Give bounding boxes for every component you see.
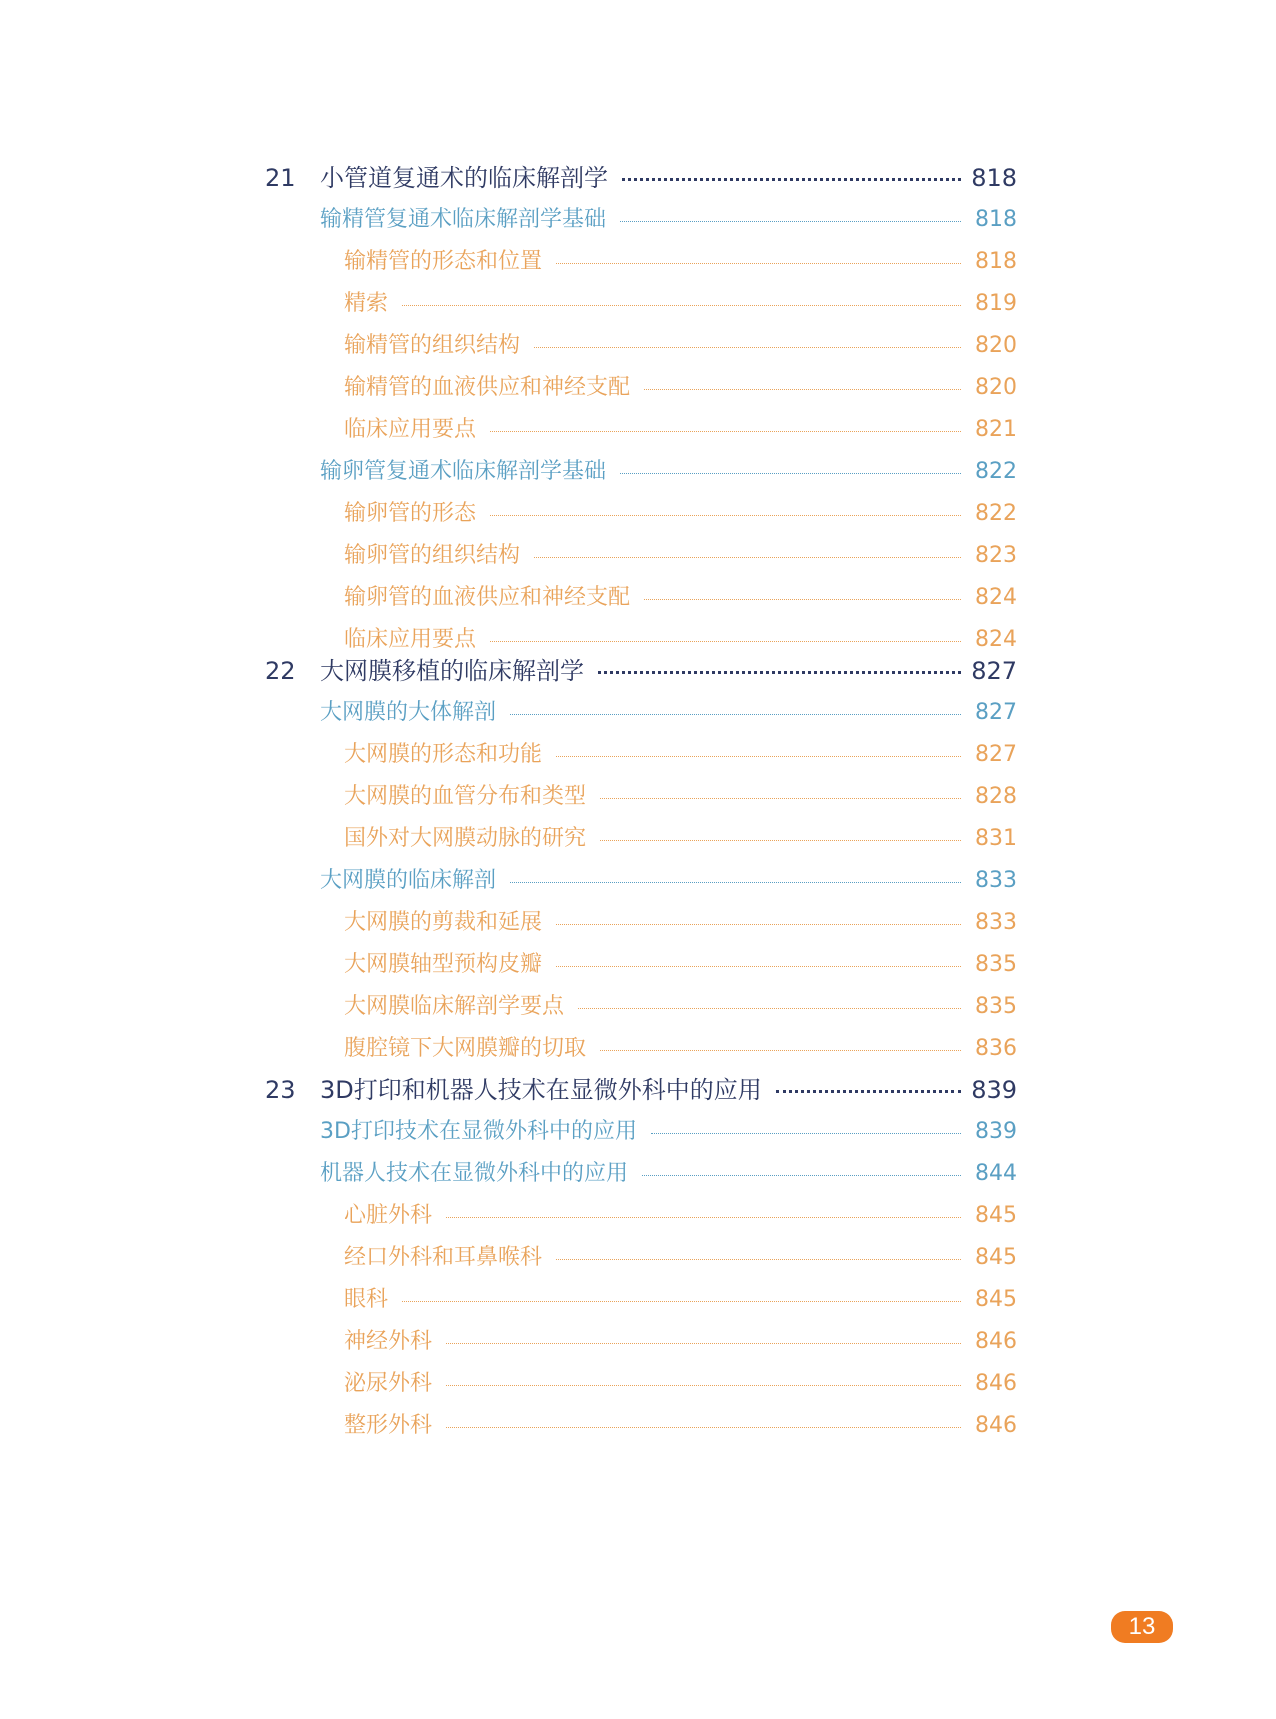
dot-leader	[510, 861, 961, 901]
subsection-page-number: 820	[975, 333, 1017, 358]
dot-leader	[490, 494, 961, 534]
subsection-title: 临床应用要点	[344, 627, 477, 652]
page-number-badge: 13	[1111, 1611, 1173, 1643]
subsection-line	[344, 494, 1017, 534]
subsection-line	[344, 578, 1017, 618]
subsection-page-number: 846	[975, 1371, 1017, 1396]
subsection-page-number: 821	[975, 417, 1017, 442]
dot-leader	[642, 1154, 961, 1194]
subsection-page-number: 828	[975, 784, 1017, 809]
section-title: 机器人技术在显微外科中的应用	[320, 1161, 629, 1186]
subsection-title: 神经外科	[344, 1329, 433, 1354]
subsection-line	[344, 945, 1017, 985]
dot-leader	[600, 1029, 961, 1069]
dot-leader	[534, 536, 961, 576]
chapter-number: 22	[265, 657, 296, 685]
toc-subsection-entry[interactable]	[0, 735, 1276, 775]
dot-leader	[446, 1406, 961, 1446]
subsection-title: 国外对大网膜动脉的研究	[344, 826, 587, 851]
toc-subsection-entry[interactable]	[0, 987, 1276, 1027]
dot-leader	[620, 452, 961, 492]
subsection-line	[344, 242, 1017, 282]
subsection-page-number: 818	[975, 249, 1017, 274]
toc-subsection-entry[interactable]	[0, 536, 1276, 576]
subsection-line	[344, 1406, 1017, 1446]
chapter-number: 21	[265, 164, 296, 192]
toc-subsection-entry[interactable]	[0, 1406, 1276, 1446]
subsection-title: 经口外科和耳鼻喉科	[344, 1245, 543, 1270]
section-title: 3D打印技术在显微外科中的应用	[320, 1119, 637, 1144]
chapter-line	[320, 1070, 1017, 1110]
subsection-line	[344, 326, 1017, 366]
subsection-line	[344, 819, 1017, 859]
dot-leader	[446, 1196, 961, 1236]
toc-subsection-entry[interactable]	[0, 242, 1276, 282]
toc-section-entry[interactable]	[0, 1112, 1276, 1152]
dot-leader	[622, 158, 961, 198]
subsection-line	[344, 1280, 1017, 1320]
dot-leader	[651, 1112, 961, 1152]
subsection-title: 输卵管的形态	[344, 501, 477, 526]
subsection-title: 输卵管的组织结构	[344, 543, 521, 568]
toc-subsection-entry[interactable]	[0, 1196, 1276, 1236]
dot-leader	[644, 368, 961, 408]
toc-subsection-entry[interactable]	[0, 326, 1276, 366]
subsection-line	[344, 368, 1017, 408]
section-page-number: 818	[975, 207, 1017, 232]
subsection-title: 输精管的血液供应和神经支配	[344, 375, 631, 400]
chapter-line	[320, 158, 1017, 198]
subsection-page-number: 835	[975, 952, 1017, 977]
section-title: 大网膜的临床解剖	[320, 868, 497, 893]
section-line	[320, 1112, 1017, 1152]
subsection-line	[344, 410, 1017, 450]
toc-section-entry[interactable]	[0, 452, 1276, 492]
toc-subsection-entry[interactable]	[0, 1322, 1276, 1362]
subsection-page-number: 824	[975, 585, 1017, 610]
dot-leader	[446, 1322, 961, 1362]
subsection-title: 输精管的组织结构	[344, 333, 521, 358]
toc-subsection-entry[interactable]	[0, 368, 1276, 408]
subsection-title: 大网膜的形态和功能	[344, 742, 543, 767]
toc-subsection-entry[interactable]	[0, 945, 1276, 985]
toc-subsection-entry[interactable]	[0, 819, 1276, 859]
section-title: 大网膜的大体解剖	[320, 700, 497, 725]
subsection-title: 输精管的形态和位置	[344, 249, 543, 274]
section-title: 输卵管复通术临床解剖学基础	[320, 459, 607, 484]
subsection-line	[344, 987, 1017, 1027]
chapter-page-number: 839	[971, 1076, 1017, 1104]
toc-section-entry[interactable]	[0, 861, 1276, 901]
subsection-page-number: 845	[975, 1287, 1017, 1312]
chapter-heading[interactable]	[0, 651, 1276, 691]
subsection-page-number: 846	[975, 1329, 1017, 1354]
dot-leader	[556, 735, 961, 775]
chapter-page-number: 827	[971, 657, 1017, 685]
chapter-title: 小管道复通术的临床解剖学	[320, 164, 608, 192]
subsection-title: 精索	[344, 291, 389, 316]
chapter-number: 23	[265, 1076, 296, 1104]
subsection-line	[344, 284, 1017, 324]
subsection-title: 大网膜临床解剖学要点	[344, 994, 565, 1019]
subsection-title: 泌尿外科	[344, 1371, 433, 1396]
subsection-page-number: 819	[975, 291, 1017, 316]
dot-leader	[402, 284, 961, 324]
toc-subsection-entry[interactable]	[0, 410, 1276, 450]
chapter-page-number: 818	[971, 164, 1017, 192]
section-title: 输精管复通术临床解剖学基础	[320, 207, 607, 232]
subsection-line	[344, 1364, 1017, 1404]
section-line	[320, 200, 1017, 240]
dot-leader	[600, 777, 961, 817]
subsection-line	[344, 1029, 1017, 1069]
subsection-line	[344, 735, 1017, 775]
subsection-title: 临床应用要点	[344, 417, 477, 442]
toc-subsection-entry[interactable]	[0, 1029, 1276, 1069]
dot-leader	[556, 903, 961, 943]
toc-subsection-entry[interactable]	[0, 903, 1276, 943]
dot-leader	[620, 200, 961, 240]
chapter-title: 大网膜移植的临床解剖学	[320, 657, 584, 685]
toc-subsection-entry[interactable]	[0, 1364, 1276, 1404]
subsection-page-number: 831	[975, 826, 1017, 851]
subsection-page-number: 823	[975, 543, 1017, 568]
subsection-title: 腹腔镜下大网膜瓣的切取	[344, 1036, 587, 1061]
subsection-title: 输卵管的血液供应和神经支配	[344, 585, 631, 610]
subsection-title: 大网膜的剪裁和延展	[344, 910, 543, 935]
toc-section-entry[interactable]	[0, 693, 1276, 733]
section-line	[320, 452, 1017, 492]
section-page-number: 833	[975, 868, 1017, 893]
subsection-line	[344, 903, 1017, 943]
section-line	[320, 861, 1017, 901]
subsection-page-number: 845	[975, 1245, 1017, 1270]
subsection-page-number: 820	[975, 375, 1017, 400]
dot-leader	[490, 410, 961, 450]
subsection-title: 整形外科	[344, 1413, 433, 1438]
toc-subsection-entry[interactable]	[0, 1238, 1276, 1278]
subsection-page-number: 846	[975, 1413, 1017, 1438]
dot-leader	[556, 242, 961, 282]
section-page-number: 827	[975, 700, 1017, 725]
subsection-line	[344, 536, 1017, 576]
subsection-line	[344, 1196, 1017, 1236]
subsection-page-number: 845	[975, 1203, 1017, 1228]
chapter-line	[320, 651, 1017, 691]
dot-leader	[510, 693, 961, 733]
subsection-page-number: 824	[975, 627, 1017, 652]
section-line	[320, 693, 1017, 733]
dot-leader	[644, 578, 961, 618]
dot-leader	[598, 651, 961, 691]
subsection-title: 大网膜轴型预构皮瓣	[344, 952, 543, 977]
subsection-title: 心脏外科	[344, 1203, 433, 1228]
toc-subsection-entry[interactable]	[0, 284, 1276, 324]
dot-leader	[556, 1238, 961, 1278]
subsection-title: 眼科	[344, 1287, 389, 1312]
subsection-page-number: 833	[975, 910, 1017, 935]
dot-leader	[446, 1364, 961, 1404]
section-line	[320, 1154, 1017, 1194]
subsection-line	[344, 777, 1017, 817]
dot-leader	[578, 987, 961, 1027]
dot-leader	[402, 1280, 961, 1320]
section-page-number: 822	[975, 459, 1017, 484]
subsection-line	[344, 1322, 1017, 1362]
section-page-number: 844	[975, 1161, 1017, 1186]
dot-leader	[600, 819, 961, 859]
subsection-page-number: 827	[975, 742, 1017, 767]
toc-section-entry[interactable]	[0, 1154, 1276, 1194]
toc-section-entry[interactable]	[0, 200, 1276, 240]
dot-leader	[534, 326, 961, 366]
chapter-heading[interactable]	[0, 1070, 1276, 1110]
subsection-page-number: 836	[975, 1036, 1017, 1061]
chapter-title: 3D打印和机器人技术在显微外科中的应用	[320, 1076, 762, 1104]
toc-subsection-entry[interactable]	[0, 777, 1276, 817]
toc-subsection-entry[interactable]	[0, 578, 1276, 618]
dot-leader	[556, 945, 961, 985]
subsection-title: 大网膜的血管分布和类型	[344, 784, 587, 809]
subsection-page-number: 835	[975, 994, 1017, 1019]
toc-subsection-entry[interactable]	[0, 494, 1276, 534]
section-page-number: 839	[975, 1119, 1017, 1144]
subsection-page-number: 822	[975, 501, 1017, 526]
toc-subsection-entry[interactable]	[0, 1280, 1276, 1320]
subsection-line	[344, 1238, 1017, 1278]
dot-leader	[776, 1070, 961, 1110]
chapter-heading[interactable]	[0, 158, 1276, 198]
